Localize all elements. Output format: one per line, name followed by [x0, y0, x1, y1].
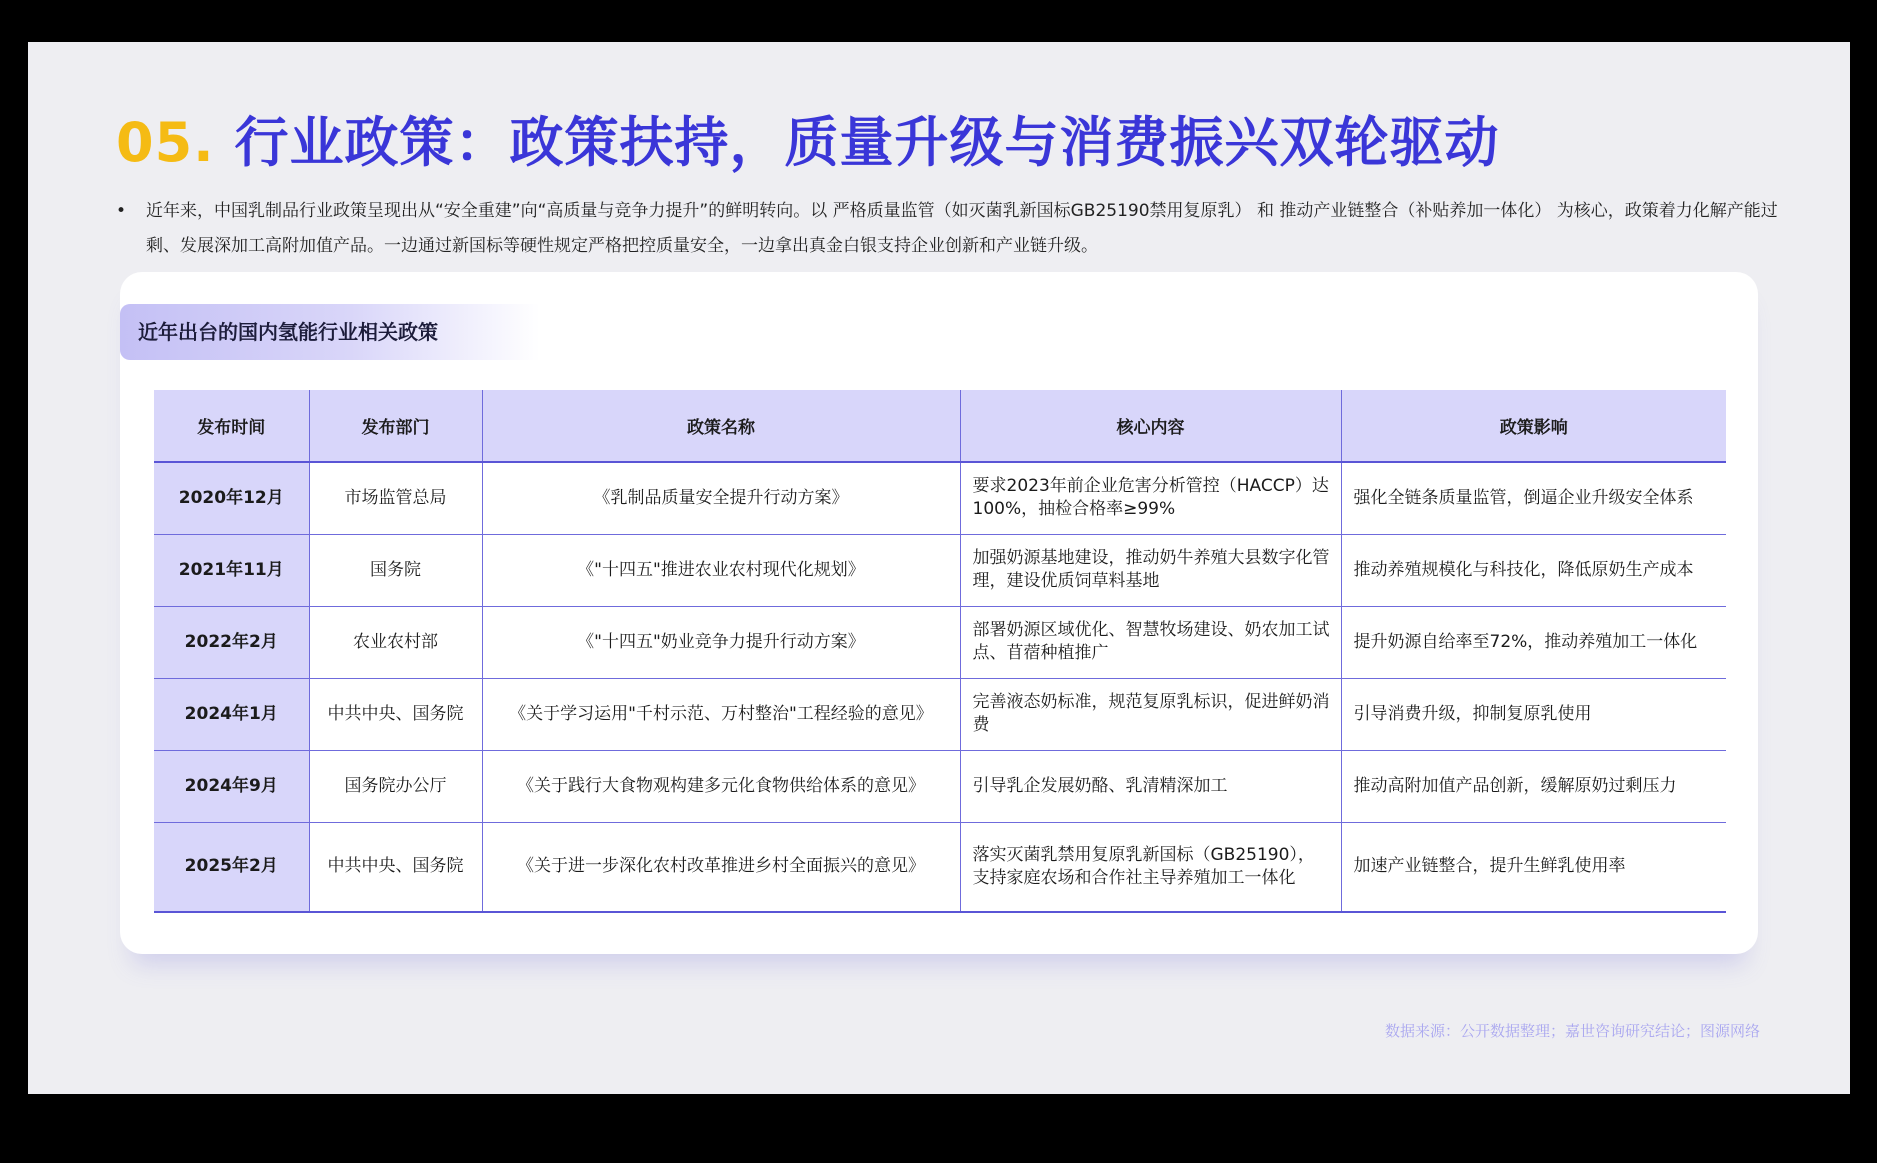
cell-core: 加强奶源基地建设，推动奶牛养殖大县数字化管理，建设优质饲草料基地 — [960, 534, 1341, 606]
cell-date: 2024年9月 — [154, 750, 309, 822]
card-tag: 近年出台的国内氢能行业相关政策 — [120, 304, 540, 360]
title-number: 05. — [116, 111, 215, 174]
cell-date: 2021年11月 — [154, 534, 309, 606]
table-row — [154, 822, 1726, 912]
table-row — [154, 534, 1726, 606]
page-title — [116, 100, 1499, 172]
cell-date: 2024年1月 — [154, 678, 309, 750]
table-row — [154, 678, 1726, 750]
cell-core: 落实灭菌乳禁用复原乳新国标（GB25190），支持家庭农场和合作社主导养殖加工一体化 — [960, 822, 1341, 912]
table-row — [154, 750, 1726, 822]
cell-impact: 加速产业链整合，提升生鲜乳使用率 — [1341, 822, 1726, 912]
cell-name: 《关于进一步深化农村改革推进乡村全面振兴的意见》 — [482, 822, 960, 912]
header-name: 政策名称 — [482, 390, 960, 462]
table-header-row — [154, 390, 1726, 462]
slide — [28, 42, 1850, 1094]
table-row — [154, 606, 1726, 678]
cell-impact: 引导消费升级，抑制复原乳使用 — [1341, 678, 1726, 750]
policy-table — [154, 390, 1726, 913]
cell-dept: 国务院 — [309, 534, 482, 606]
policy-card — [120, 272, 1758, 954]
cell-core: 完善液态奶标准，规范复原乳标识，促进鲜奶消费 — [960, 678, 1341, 750]
header-impact: 政策影响 — [1341, 390, 1726, 462]
table-row — [154, 462, 1726, 534]
cell-date: 2020年12月 — [154, 462, 309, 534]
cell-impact: 强化全链条质量监管，倒逼企业升级安全体系 — [1341, 462, 1726, 534]
cell-dept: 市场监管总局 — [309, 462, 482, 534]
cell-dept: 中共中央、国务院 — [309, 678, 482, 750]
data-source: 数据来源：公开数据整理；嘉世咨询研究结论；图源网络 — [1384, 1022, 1760, 1040]
cell-impact: 推动高附加值产品创新，缓解原奶过剩压力 — [1341, 750, 1726, 822]
cell-dept: 农业农村部 — [309, 606, 482, 678]
header-date: 发布时间 — [154, 390, 309, 462]
cell-impact: 推动养殖规模化与科技化，降低原奶生产成本 — [1341, 534, 1726, 606]
intro-paragraph — [116, 194, 1796, 264]
cell-date: 2025年2月 — [154, 822, 309, 912]
cell-name: 《关于学习运用"千村示范、万村整治"工程经验的意见》 — [482, 678, 960, 750]
cell-name: 《关于践行大食物观构建多元化食物供给体系的意见》 — [482, 750, 960, 822]
header-core: 核心内容 — [960, 390, 1341, 462]
bullet-icon: • — [116, 201, 127, 221]
title-text: 行业政策：政策扶持，质量升级与消费振兴双轮驱动 — [234, 111, 1500, 174]
cell-dept: 中共中央、国务院 — [309, 822, 482, 912]
intro-text: 近年来，中国乳制品行业政策呈现出从“安全重建”向“高质量与竞争力提升”的鲜明转向。以 严格质量监管（如灭菌乳新国标GB25190禁用复原乳） 和 推动产业链整合（补贴养加一体化） 为核心，政策着力化解产能过剩、发展深加工高附加值产品。一边通过新国标等硬性规定严格把控质量安全，一边拿出真金白银支持企业创新和产业链升级。 — [146, 201, 1778, 256]
cell-core: 要求2023年前企业危害分析管控（HACCP）达100%，抽检合格率≥99% — [960, 462, 1341, 534]
cell-core: 部署奶源区域优化、智慧牧场建设、奶农加工试点、苜蓿种植推广 — [960, 606, 1341, 678]
header-dept: 发布部门 — [309, 390, 482, 462]
cell-date: 2022年2月 — [154, 606, 309, 678]
cell-dept: 国务院办公厅 — [309, 750, 482, 822]
cell-core: 引导乳企发展奶酪、乳清精深加工 — [960, 750, 1341, 822]
cell-name: 《"十四五"推进农业农村现代化规划》 — [482, 534, 960, 606]
cell-impact: 提升奶源自给率至72%，推动养殖加工一体化 — [1341, 606, 1726, 678]
cell-name: 《乳制品质量安全提升行动方案》 — [482, 462, 960, 534]
cell-name: 《"十四五"奶业竞争力提升行动方案》 — [482, 606, 960, 678]
